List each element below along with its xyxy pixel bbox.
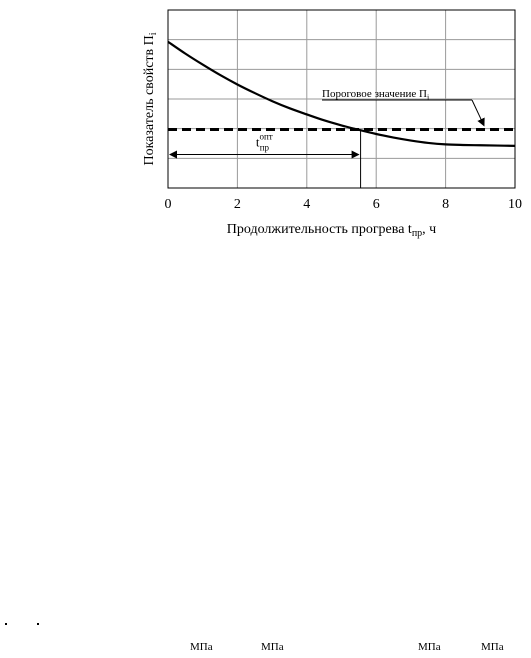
threshold-label-main: Пороговое значение П bbox=[322, 88, 428, 100]
x-axis-label-subscript: пр bbox=[411, 228, 423, 239]
x-tick-label: 6 bbox=[372, 197, 380, 212]
unit-label-mpa: МПа bbox=[261, 641, 284, 653]
unit-label-mpa: МПа bbox=[481, 641, 504, 653]
unit-label-mpa: МПа bbox=[418, 641, 441, 653]
unit-label-mpa: МПа bbox=[190, 641, 213, 653]
x-axis-label-main: Продолжительность прогрева t bbox=[226, 222, 412, 237]
x-tick-label: 8 bbox=[442, 197, 450, 212]
y-axis-label-subscript: i bbox=[148, 32, 159, 36]
x-tick-label: 10 bbox=[508, 197, 522, 212]
optimum-label-superscript: опт bbox=[259, 131, 273, 142]
threshold-label-pointer bbox=[472, 100, 484, 126]
dot-mark-left bbox=[5, 623, 7, 625]
dot-mark-right bbox=[37, 623, 39, 625]
optimum-label-subscript: пр bbox=[259, 142, 270, 153]
x-tick-labels bbox=[165, 197, 523, 212]
x-tick-label: 2 bbox=[233, 197, 241, 212]
x-axis-label bbox=[227, 222, 436, 239]
x-tick-label: 4 bbox=[303, 197, 311, 212]
y-axis-label bbox=[142, 32, 159, 165]
optimum-label bbox=[256, 132, 273, 153]
threshold-label bbox=[322, 88, 430, 102]
x-axis-label-suffix: , ч bbox=[422, 222, 437, 237]
threshold-label-subscript: i bbox=[427, 93, 430, 102]
y-axis-label-main: Показатель свойств П bbox=[142, 35, 157, 166]
x-tick-label: 0 bbox=[164, 197, 172, 212]
optimum-label-main: t bbox=[255, 134, 260, 150]
